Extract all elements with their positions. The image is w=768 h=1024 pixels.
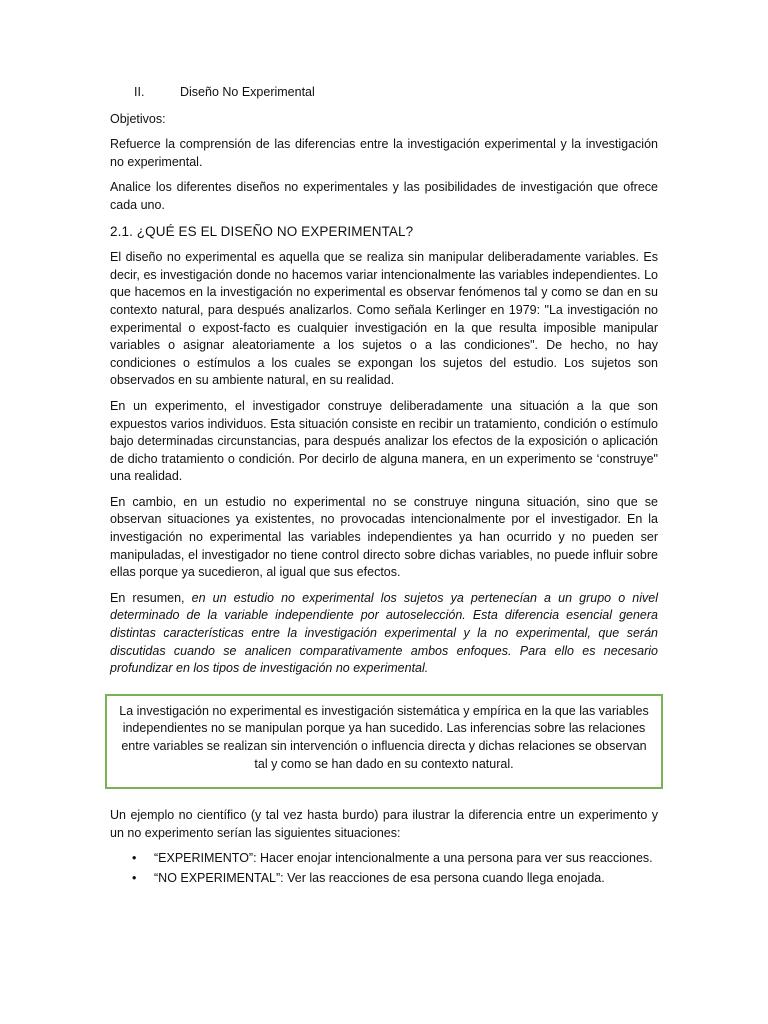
body-paragraph: En un experimento, el investigador construye deliberadamente una situación a la que son expuestos varios individuos. Esta situación consiste en recibir un tratamiento, condición o estímulo bajo determinadas circunstancias, para después analizar los efectos de la exposición o aplicación de dicho tratamiento o condición. Por decirlo de alguna manera, en un experimento se ‘construye" una realidad. <box>110 398 658 484</box>
list-item-text: “NO EXPERIMENTAL”: Ver las reacciones de esa persona cuando llega enojada. <box>154 870 605 885</box>
bullet-icon: • <box>132 851 137 866</box>
definition-text: La investigación no experimental es investigación sistemática y empírica en la que las variables independientes no se manipulan porque ya han sucedido. Las inferencias sobre las relaciones entre variables se realizan sin intervención o influencia directa y dichas relaciones se observan tal y como se han dado en su contexto natural. <box>119 703 649 771</box>
body-paragraph: En cambio, en un estudio no experimental no se construye ninguna situación, sino que se observan situaciones ya existentes, no provocadas intencionalmente por el investigador. En la investigación no experimental las variables independientes ya han ocurrido y no pueden ser manipuladas, el investigador no tiene control directo sobre dichas variables, no puede influir sobre ellas porque ya sucedieron, al igual que sus efectos. <box>110 494 658 580</box>
summary-paragraph <box>110 590 658 678</box>
body-paragraph: El diseño no experimental es aquella que se realiza sin manipular deliberadamente variables. Es decir, es investigación donde no hacemos variar intencionalmente las variables independientes. Lo que hacemos en la investigación no experimental es observar fenómenos tal y como se dan en su contexto natural, para después analizarlos. Como señala Kerlinger en 1979: "La investigación no experimental o expost-facto es cualquier investigación en la que resulta imposible manipular variables o asignar aleatoriamente a los sujetos o a las condiciones". De hecho, no hay condiciones o estímulos a los cuales se expongan los sujetos del estudio. Los sujetos son observados en su ambiente natural, en su realidad. <box>110 250 658 388</box>
chapter-title: Diseño No Experimental <box>180 85 315 99</box>
objective-item: Refuerce la comprensión de las diferencias entre la investigación experimental y la investigación no experimental. <box>110 137 658 169</box>
chapter-heading <box>110 84 658 102</box>
summary-italic-text: en un estudio no experimental los sujetos ya pertenecían a un grupo o nivel determinado de la variable independiente por autoselección. Esta diferencia esencial genera distintas características entre la investigación experimental y la no experimental, que serán discutidas cuando se analicen comparativamente ambos enfoques. Para ello es necesario profundizar en los tipos de investigación no experimental. <box>110 590 658 676</box>
chapter-number: II. <box>134 85 145 99</box>
section-title: 2.1. ¿QUÉ ES EL DISEÑO NO EXPERIMENTAL? <box>110 223 414 239</box>
list-item <box>110 870 658 888</box>
example-list <box>110 850 658 887</box>
list-item-text: “EXPERIMENTO”: Hacer enojar intencionalmente a una persona para ver sus reacciones. <box>154 851 653 866</box>
objective-item: Analice los diferentes diseños no experimentales y las posibilidades de investigación que ofrece cada uno. <box>110 180 658 212</box>
definition-box <box>105 694 663 789</box>
example-intro: Un ejemplo no científico (y tal vez hasta burdo) para ilustrar la diferencia entre un experimento y un no experimento serían las siguientes situaciones: <box>110 808 658 840</box>
list-item <box>110 850 658 868</box>
summary-lead: En resumen, <box>110 590 185 605</box>
objectives-label: Objetivos: <box>110 111 166 126</box>
bullet-icon: • <box>132 870 137 885</box>
document-body <box>110 84 658 890</box>
